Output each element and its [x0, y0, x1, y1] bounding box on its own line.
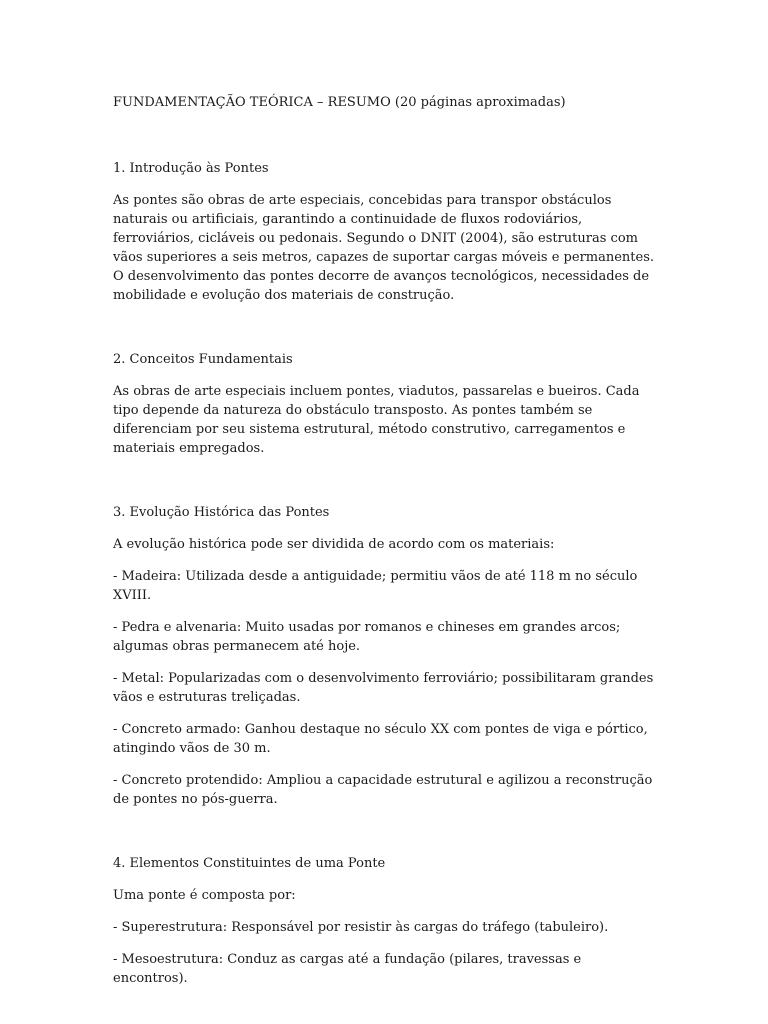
list-item-mesoestrutura: - Mesoestrutura: Conduz as cargas até a fundação (pilares, travessas e encontros).	[113, 952, 582, 986]
spacer	[113, 112, 658, 159]
list-item-madeira: - Madeira: Utilizada desde a antiguidade; permitiu vãos de até 118 m no século XVIII.	[113, 569, 638, 603]
document-title: FUNDAMENTAÇÃO TEÓRICA – RESUMO (20 páginas aproximadas)	[113, 95, 566, 110]
section-heading: 3. Evolução Histórica das Pontes	[113, 505, 330, 520]
section-conceitos	[113, 350, 658, 458]
document-content	[113, 93, 658, 988]
paragraph: A evolução histórica pode ser dividida de acordo com os materiais:	[113, 537, 555, 552]
list-item-metal: - Metal: Popularizadas com o desenvolvimento ferroviário; possibilitaram grandes vãos e estruturas treliçadas.	[113, 671, 654, 705]
section-introducao	[113, 159, 658, 305]
paragraph: Uma ponte é composta por:	[113, 888, 296, 903]
section-elementos	[113, 854, 658, 988]
list-item-concreto-protendido: - Concreto protendido: Ampliou a capacidade estrutural e agilizou a reconstrução de pontes no pós-guerra.	[113, 773, 653, 807]
section-heading: 4. Elementos Constituintes de uma Ponte	[113, 856, 386, 871]
section-heading: 1. Introdução às Pontes	[113, 161, 269, 176]
section-evolucao	[113, 503, 658, 809]
section-heading: 2. Conceitos Fundamentais	[113, 352, 293, 367]
paragraph: As pontes são obras de arte especiais, concebidas para transpor obstáculos naturais ou artificiais, garantindo a continuidade de fluxos rodoviários, ferroviários, cicláveis ou pedonais. Segundo o DNIT (2004), são estruturas com vãos superiores a seis metros, capazes de suportar cargas móveis e permanentes. O desenvolvimento das pontes decorre de avanços tecnológicos, necessidades de mobilidade e evolução dos materiais de construção.	[113, 193, 655, 303]
list-item-superestrutura: - Superestrutura: Responsável por resistir às cargas do tráfego (tabuleiro).	[113, 920, 609, 935]
list-item-pedra: - Pedra e alvenaria: Muito usadas por romanos e chineses em grandes arcos; algumas obras permanecem até hoje.	[113, 620, 621, 654]
list-item-concreto-armado: - Concreto armado: Ganhou destaque no século XX com pontes de viga e pórtico, atingindo vãos de 30 m.	[113, 722, 648, 756]
paragraph: As obras de arte especiais incluem pontes, viadutos, passarelas e bueiros. Cada tipo depende da natureza do obstáculo transposto. As pontes também se diferenciam por seu sistema estrutural, método construtivo, carregamentos e materiais empregados.	[113, 384, 640, 456]
